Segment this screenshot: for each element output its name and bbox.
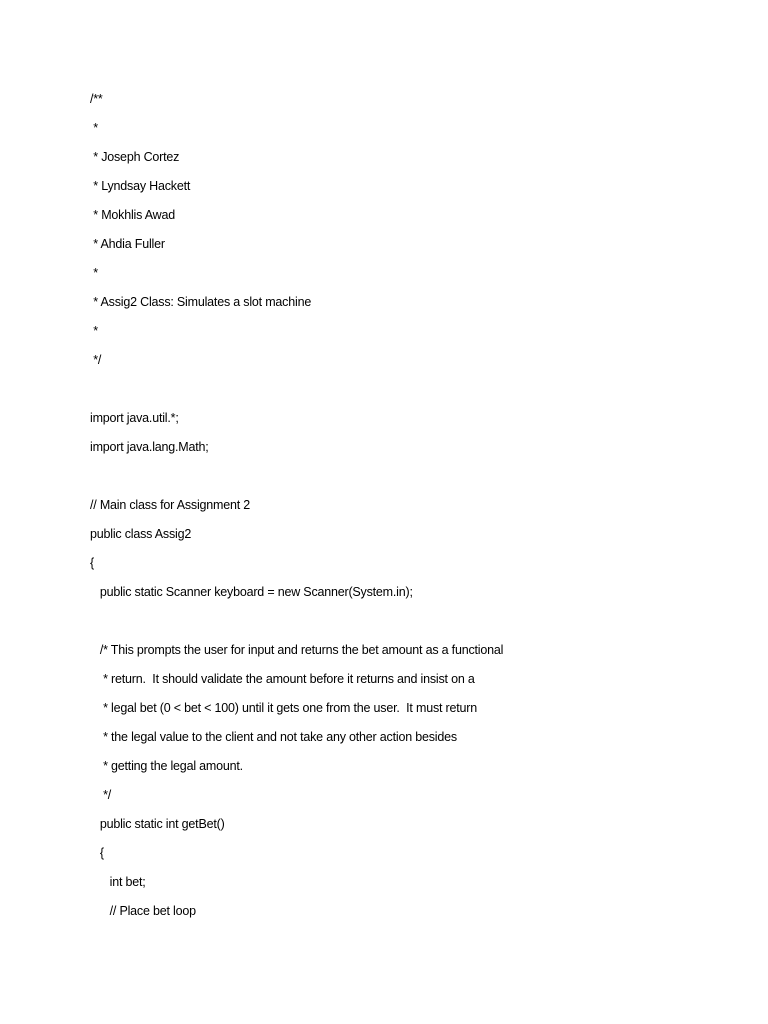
comment-line: // Main class for Assignment 2 [90,498,251,512]
method-comment-line: * getting the legal amount. [90,759,243,773]
comment-close: */ [90,353,102,367]
code-listing [90,90,730,931]
author-line: * Mokhlis Awad [90,208,176,222]
import-line: import java.lang.Math; [90,440,209,454]
blank-line [90,467,730,496]
method-comment-line: * the legal value to the client and not take any other action besides [90,730,457,744]
method-comment-line: * legal bet (0 < bet < 100) until it gets one from the user. It must return [90,701,477,715]
comment-line: * [90,324,98,338]
class-declaration-line: public class Assig2 [90,527,192,541]
brace-line: { [90,556,94,570]
class-description-line: * Assig2 Class: Simulates a slot machine [90,295,312,309]
brace-line: { [90,846,104,860]
method-declaration-line: public static int getBet() [90,817,225,831]
blank-line [90,612,730,641]
comment-line: // Place bet loop [90,904,196,918]
method-comment-line: /* This prompts the user for input and returns the bet amount as a functional [90,643,504,657]
method-comment-line: * return. It should validate the amount before it returns and insist on a [90,672,475,686]
comment-line: * [90,266,98,280]
comment-line: * [90,121,98,135]
author-line: * Joseph Cortez [90,150,180,164]
import-line: import java.util.*; [90,411,179,425]
comment-open: /** [90,92,103,106]
author-line: * Ahdia Fuller [90,237,165,251]
author-line: * Lyndsay Hackett [90,179,191,193]
field-declaration-line: public static Scanner keyboard = new Scanner(System.in); [90,585,413,599]
method-comment-close: */ [90,788,112,802]
variable-declaration-line: int bet; [90,875,146,889]
blank-line [90,380,730,409]
